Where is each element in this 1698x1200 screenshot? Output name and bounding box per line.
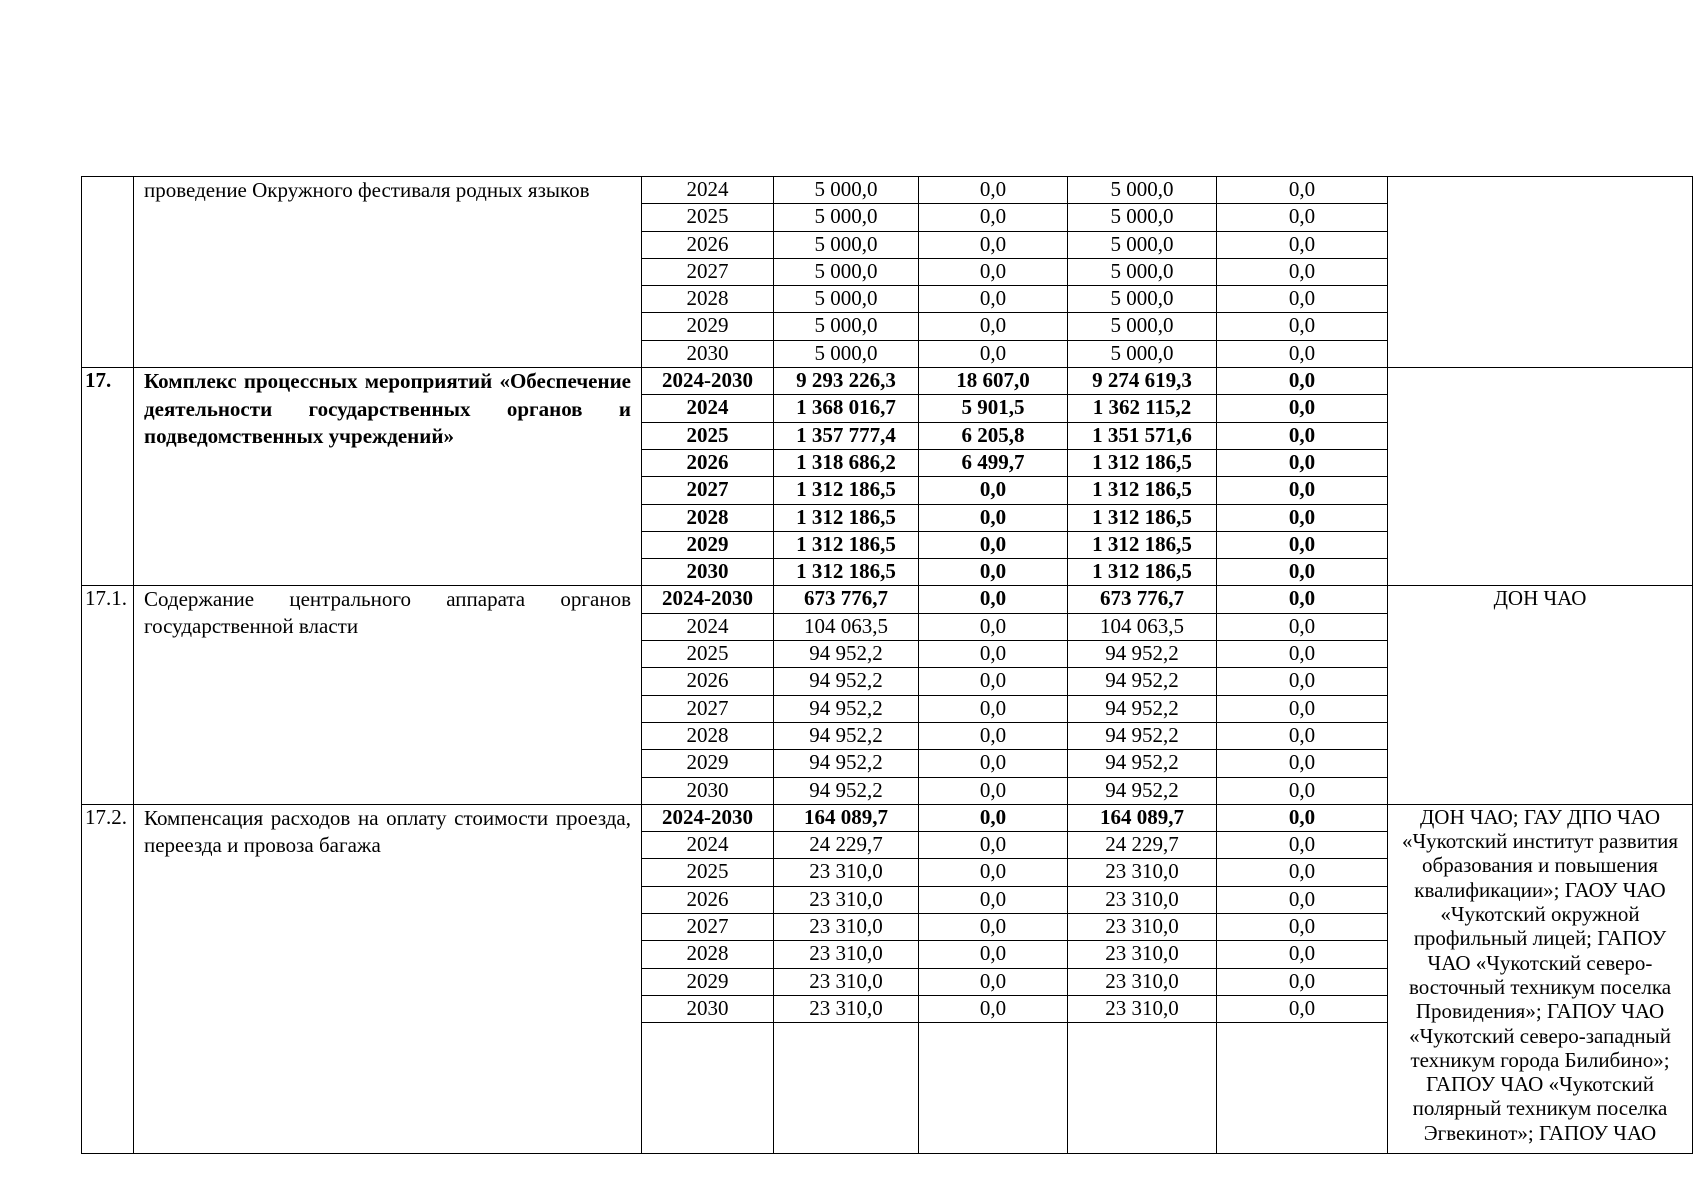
federal-budget-cell: 6 499,7 xyxy=(919,449,1068,476)
section-number xyxy=(82,177,134,368)
year-cell: 2024 xyxy=(642,395,774,422)
year-cell: 2024-2030 xyxy=(642,804,774,831)
regional-budget-cell: 5 000,0 xyxy=(1068,231,1217,258)
empty-cell xyxy=(1068,1023,1217,1154)
total-cell: 673 776,7 xyxy=(774,586,919,613)
table-body xyxy=(82,177,1693,1154)
table-row xyxy=(82,177,1693,204)
other-sources-cell: 0,0 xyxy=(1217,914,1388,941)
executor-cell: ДОН ЧАО xyxy=(1388,586,1693,804)
federal-budget-cell: 0,0 xyxy=(919,886,1068,913)
federal-budget-cell: 0,0 xyxy=(919,641,1068,668)
regional-budget-cell: 5 000,0 xyxy=(1068,258,1217,285)
other-sources-cell: 0,0 xyxy=(1217,968,1388,995)
total-cell: 23 310,0 xyxy=(774,968,919,995)
year-cell: 2027 xyxy=(642,914,774,941)
total-cell: 94 952,2 xyxy=(774,641,919,668)
total-cell: 24 229,7 xyxy=(774,832,919,859)
total-cell: 5 000,0 xyxy=(774,313,919,340)
total-cell: 5 000,0 xyxy=(774,231,919,258)
federal-budget-cell: 0,0 xyxy=(919,340,1068,367)
total-cell: 5 000,0 xyxy=(774,340,919,367)
year-cell: 2029 xyxy=(642,968,774,995)
other-sources-cell: 0,0 xyxy=(1217,641,1388,668)
total-cell: 164 089,7 xyxy=(774,804,919,831)
total-cell: 94 952,2 xyxy=(774,695,919,722)
regional-budget-cell: 24 229,7 xyxy=(1068,832,1217,859)
federal-budget-cell: 0,0 xyxy=(919,504,1068,531)
other-sources-cell: 0,0 xyxy=(1217,832,1388,859)
federal-budget-cell: 0,0 xyxy=(919,531,1068,558)
other-sources-cell: 0,0 xyxy=(1217,941,1388,968)
other-sources-cell: 0,0 xyxy=(1217,777,1388,804)
federal-budget-cell: 0,0 xyxy=(919,695,1068,722)
regional-budget-cell: 5 000,0 xyxy=(1068,177,1217,204)
year-cell: 2026 xyxy=(642,886,774,913)
federal-budget-cell: 5 901,5 xyxy=(919,395,1068,422)
regional-budget-cell: 94 952,2 xyxy=(1068,641,1217,668)
federal-budget-cell: 0,0 xyxy=(919,477,1068,504)
other-sources-cell: 0,0 xyxy=(1217,995,1388,1022)
other-sources-cell: 0,0 xyxy=(1217,750,1388,777)
year-cell: 2030 xyxy=(642,340,774,367)
empty-cell xyxy=(919,1023,1068,1154)
total-cell: 94 952,2 xyxy=(774,750,919,777)
federal-budget-cell: 0,0 xyxy=(919,722,1068,749)
total-cell: 1 312 186,5 xyxy=(774,559,919,586)
total-cell: 9 293 226,3 xyxy=(774,368,919,395)
empty-cell xyxy=(642,1023,774,1154)
regional-budget-cell: 23 310,0 xyxy=(1068,968,1217,995)
federal-budget-cell: 0,0 xyxy=(919,941,1068,968)
year-cell: 2028 xyxy=(642,504,774,531)
regional-budget-cell: 94 952,2 xyxy=(1068,777,1217,804)
empty-cell xyxy=(1217,1023,1388,1154)
year-cell: 2029 xyxy=(642,313,774,340)
other-sources-cell: 0,0 xyxy=(1217,258,1388,285)
regional-budget-cell: 23 310,0 xyxy=(1068,859,1217,886)
regional-budget-cell: 5 000,0 xyxy=(1068,204,1217,231)
regional-budget-cell: 94 952,2 xyxy=(1068,695,1217,722)
program-finance-table xyxy=(81,176,1693,1154)
other-sources-cell: 0,0 xyxy=(1217,204,1388,231)
other-sources-cell: 0,0 xyxy=(1217,668,1388,695)
total-cell: 94 952,2 xyxy=(774,722,919,749)
total-cell: 94 952,2 xyxy=(774,777,919,804)
other-sources-cell: 0,0 xyxy=(1217,395,1388,422)
year-cell: 2026 xyxy=(642,231,774,258)
section-number: 17.1. xyxy=(82,586,134,804)
federal-budget-cell: 18 607,0 xyxy=(919,368,1068,395)
executor-cell xyxy=(1388,177,1693,368)
year-cell: 2024-2030 xyxy=(642,586,774,613)
regional-budget-cell: 5 000,0 xyxy=(1068,286,1217,313)
other-sources-cell: 0,0 xyxy=(1217,531,1388,558)
other-sources-cell: 0,0 xyxy=(1217,886,1388,913)
total-cell: 104 063,5 xyxy=(774,613,919,640)
total-cell: 5 000,0 xyxy=(774,286,919,313)
other-sources-cell: 0,0 xyxy=(1217,695,1388,722)
empty-cell xyxy=(774,1023,919,1154)
federal-budget-cell: 0,0 xyxy=(919,286,1068,313)
total-cell: 1 312 186,5 xyxy=(774,477,919,504)
year-cell: 2028 xyxy=(642,286,774,313)
federal-budget-cell: 0,0 xyxy=(919,668,1068,695)
regional-budget-cell: 5 000,0 xyxy=(1068,340,1217,367)
year-cell: 2025 xyxy=(642,641,774,668)
regional-budget-cell: 673 776,7 xyxy=(1068,586,1217,613)
regional-budget-cell: 23 310,0 xyxy=(1068,886,1217,913)
federal-budget-cell: 0,0 xyxy=(919,586,1068,613)
section-name: Содержание центрального аппарата органов государственной власти xyxy=(134,586,642,804)
regional-budget-cell: 5 000,0 xyxy=(1068,313,1217,340)
other-sources-cell: 0,0 xyxy=(1217,613,1388,640)
other-sources-cell: 0,0 xyxy=(1217,422,1388,449)
total-cell: 23 310,0 xyxy=(774,859,919,886)
total-cell: 5 000,0 xyxy=(774,258,919,285)
total-cell: 1 312 186,5 xyxy=(774,531,919,558)
regional-budget-cell: 1 362 115,2 xyxy=(1068,395,1217,422)
federal-budget-cell: 0,0 xyxy=(919,750,1068,777)
year-cell: 2030 xyxy=(642,777,774,804)
year-cell: 2027 xyxy=(642,258,774,285)
total-cell: 23 310,0 xyxy=(774,941,919,968)
regional-budget-cell: 1 312 186,5 xyxy=(1068,477,1217,504)
year-cell: 2026 xyxy=(642,668,774,695)
federal-budget-cell: 0,0 xyxy=(919,258,1068,285)
section-name: Комплекс процессных мероприятий «Обеспечение деятельности государственных органов и подведомственных учреждений» xyxy=(134,368,642,586)
regional-budget-cell: 1 312 186,5 xyxy=(1068,559,1217,586)
federal-budget-cell: 0,0 xyxy=(919,832,1068,859)
regional-budget-cell: 23 310,0 xyxy=(1068,995,1217,1022)
total-cell: 1 312 186,5 xyxy=(774,504,919,531)
year-cell: 2028 xyxy=(642,722,774,749)
year-cell: 2024 xyxy=(642,613,774,640)
regional-budget-cell: 23 310,0 xyxy=(1068,914,1217,941)
federal-budget-cell: 0,0 xyxy=(919,995,1068,1022)
federal-budget-cell: 0,0 xyxy=(919,231,1068,258)
section-name: Компенсация расходов на оплату стоимости проезда, переезда и провоза багажа xyxy=(134,804,642,1153)
regional-budget-cell: 104 063,5 xyxy=(1068,613,1217,640)
regional-budget-cell: 9 274 619,3 xyxy=(1068,368,1217,395)
regional-budget-cell: 1 312 186,5 xyxy=(1068,531,1217,558)
section-name: проведение Окружного фестиваля родных языков xyxy=(134,177,642,368)
year-cell: 2026 xyxy=(642,449,774,476)
year-cell: 2024 xyxy=(642,832,774,859)
year-cell: 2024-2030 xyxy=(642,368,774,395)
regional-budget-cell: 1 312 186,5 xyxy=(1068,504,1217,531)
regional-budget-cell: 1 312 186,5 xyxy=(1068,449,1217,476)
year-cell: 2030 xyxy=(642,559,774,586)
federal-budget-cell: 0,0 xyxy=(919,968,1068,995)
year-cell: 2025 xyxy=(642,204,774,231)
year-cell: 2024 xyxy=(642,177,774,204)
total-cell: 5 000,0 xyxy=(774,204,919,231)
other-sources-cell: 0,0 xyxy=(1217,859,1388,886)
other-sources-cell: 0,0 xyxy=(1217,231,1388,258)
other-sources-cell: 0,0 xyxy=(1217,286,1388,313)
total-cell: 23 310,0 xyxy=(774,886,919,913)
regional-budget-cell: 94 952,2 xyxy=(1068,722,1217,749)
year-cell: 2030 xyxy=(642,995,774,1022)
executor-cell xyxy=(1388,368,1693,586)
year-cell: 2025 xyxy=(642,422,774,449)
other-sources-cell: 0,0 xyxy=(1217,477,1388,504)
table-row xyxy=(82,804,1693,831)
regional-budget-cell: 164 089,7 xyxy=(1068,804,1217,831)
federal-budget-cell: 6 205,8 xyxy=(919,422,1068,449)
federal-budget-cell: 0,0 xyxy=(919,777,1068,804)
executor-cell: ДОН ЧАО; ГАУ ДПО ЧАО «Чукотский институт развития образования и повышения квалификации»; ГАОУ ЧАО «Чукотский окружной профильный лицей; ГАПОУ ЧАО «Чукотский северо-восточный техникум поселка Провидения»; ГАПОУ ЧАО «Чукотский северо-западный техникум города Билибино»; ГАПОУ ЧАО «Чукотский полярный техникум поселка Эгвекинот»; ГАПОУ ЧАО xyxy=(1388,804,1693,1153)
total-cell: 1 318 686,2 xyxy=(774,449,919,476)
total-cell: 94 952,2 xyxy=(774,668,919,695)
section-number: 17. xyxy=(82,368,134,586)
federal-budget-cell: 0,0 xyxy=(919,177,1068,204)
total-cell: 23 310,0 xyxy=(774,995,919,1022)
year-cell: 2029 xyxy=(642,531,774,558)
year-cell: 2025 xyxy=(642,859,774,886)
other-sources-cell: 0,0 xyxy=(1217,722,1388,749)
regional-budget-cell: 94 952,2 xyxy=(1068,668,1217,695)
year-cell: 2027 xyxy=(642,477,774,504)
year-cell: 2028 xyxy=(642,941,774,968)
table-row xyxy=(82,368,1693,395)
regional-budget-cell: 23 310,0 xyxy=(1068,941,1217,968)
other-sources-cell: 0,0 xyxy=(1217,368,1388,395)
year-cell: 2027 xyxy=(642,695,774,722)
other-sources-cell: 0,0 xyxy=(1217,804,1388,831)
federal-budget-cell: 0,0 xyxy=(919,204,1068,231)
other-sources-cell: 0,0 xyxy=(1217,177,1388,204)
other-sources-cell: 0,0 xyxy=(1217,586,1388,613)
federal-budget-cell: 0,0 xyxy=(919,914,1068,941)
other-sources-cell: 0,0 xyxy=(1217,504,1388,531)
total-cell: 1 368 016,7 xyxy=(774,395,919,422)
year-cell: 2029 xyxy=(642,750,774,777)
table-row xyxy=(82,586,1693,613)
federal-budget-cell: 0,0 xyxy=(919,804,1068,831)
federal-budget-cell: 0,0 xyxy=(919,613,1068,640)
other-sources-cell: 0,0 xyxy=(1217,449,1388,476)
regional-budget-cell: 94 952,2 xyxy=(1068,750,1217,777)
federal-budget-cell: 0,0 xyxy=(919,859,1068,886)
other-sources-cell: 0,0 xyxy=(1217,340,1388,367)
total-cell: 23 310,0 xyxy=(774,914,919,941)
other-sources-cell: 0,0 xyxy=(1217,559,1388,586)
federal-budget-cell: 0,0 xyxy=(919,313,1068,340)
total-cell: 5 000,0 xyxy=(774,177,919,204)
other-sources-cell: 0,0 xyxy=(1217,313,1388,340)
regional-budget-cell: 1 351 571,6 xyxy=(1068,422,1217,449)
federal-budget-cell: 0,0 xyxy=(919,559,1068,586)
total-cell: 1 357 777,4 xyxy=(774,422,919,449)
section-number: 17.2. xyxy=(82,804,134,1153)
